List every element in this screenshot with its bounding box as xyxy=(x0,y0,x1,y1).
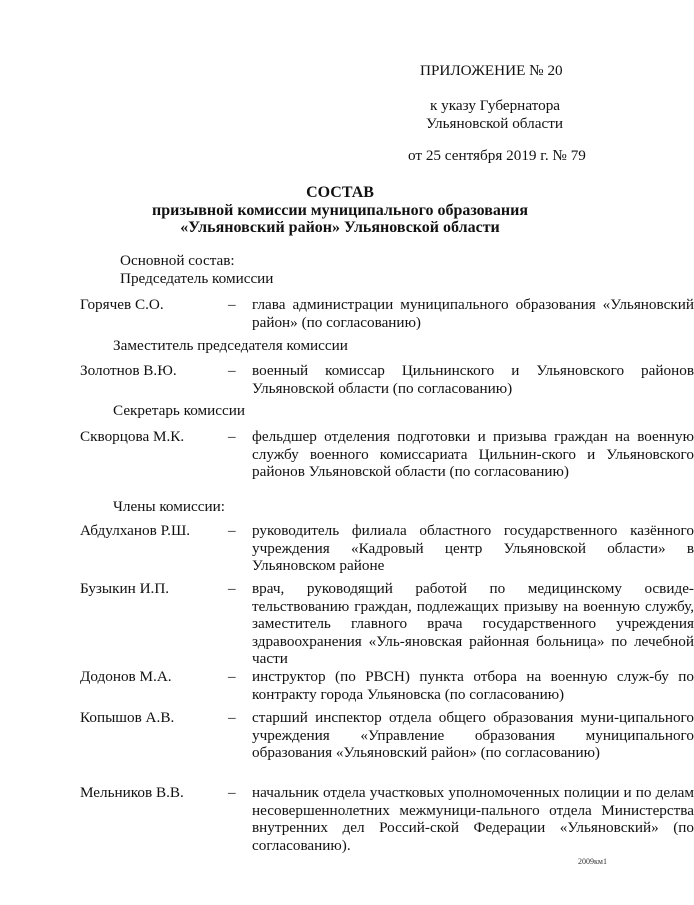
dash-separator: – xyxy=(228,668,236,685)
member-row xyxy=(80,668,694,708)
decree-date: от 25 сентября 2019 г. № 79 xyxy=(408,147,586,164)
member-role: военный комиссар Цильнинского и Ульяновского районов Ульяновской области (по согласованию) xyxy=(252,362,694,397)
document-code: 2009км1 xyxy=(578,857,607,866)
member-row xyxy=(80,580,694,668)
section-members: Члены комиссии: xyxy=(113,498,225,515)
member-name: Додонов М.А. xyxy=(80,668,172,685)
dash-separator: – xyxy=(228,784,236,801)
member-name: Скворцова М.К. xyxy=(80,428,185,445)
dash-separator: – xyxy=(228,428,236,445)
member-name: Мельников В.В. xyxy=(80,784,184,801)
member-role: начальник отдела участковых уполномоченных полиции и по делам несовершеннолетних межмуници-пального отдела Министерства внутренних дел Россий-ской Федерации «Ульяновский» (по согласованию). xyxy=(252,784,694,854)
member-row xyxy=(80,428,694,508)
dash-separator: – xyxy=(228,580,236,597)
member-name: Бузыкин И.П. xyxy=(80,580,170,597)
member-name: Горячев С.О. xyxy=(80,296,164,313)
decree-reference: к указу Губернатора xyxy=(430,97,561,114)
section-main-composition: Основной состав: xyxy=(120,252,235,269)
member-name: Абдулханов Р.Ш. xyxy=(80,522,191,539)
member-role: глава администрации муниципального образования «Ульяновский район» (по согласованию) xyxy=(252,296,694,331)
member-role: руководитель филиала областного государственного казённого учреждения «Кадровый центр Ульяновской области» в Ульяновском районе xyxy=(252,522,694,575)
section-deputy: Заместитель председателя комиссии xyxy=(113,337,348,354)
member-row xyxy=(80,709,694,781)
document-title: СОСТАВ xyxy=(306,184,374,201)
member-role: врач, руководящий работой по медицинскому освиде-тельствованию граждан, подлежащих призыву на военную службу, заместитель главного врача государственного учреждения здравоохранения «Уль-яновская районная больница» по лечебной части xyxy=(252,580,694,668)
member-row xyxy=(80,784,694,856)
document-subtitle-1: призывной комиссии муниципального образования xyxy=(151,202,529,219)
member-role: старший инспектор отдела общего образования муни-ципального учреждения «Управление образования муниципального образования «Ульяновский район» (по согласованию) xyxy=(252,709,694,762)
dash-separator: – xyxy=(228,296,236,313)
dash-separator: – xyxy=(228,522,236,539)
member-row xyxy=(80,522,694,582)
dash-separator: – xyxy=(228,709,236,726)
section-secretary: Секретарь комиссии xyxy=(113,402,246,419)
member-role: фельдшер отделения подготовки и призыва граждан на военную службу военного комиссариата Цильнин-ского и Ульяновского районов Ульяновской области (по согласованию) xyxy=(252,428,694,481)
appendix-number: ПРИЛОЖЕНИЕ № 20 xyxy=(420,62,563,79)
member-name: Золотнов В.Ю. xyxy=(80,362,177,379)
section-chair: Председатель комиссии xyxy=(120,270,274,287)
document-subtitle-2: «Ульяновский район» Ульяновской области xyxy=(180,219,500,236)
decree-region: Ульяновской области xyxy=(426,115,563,132)
member-name: Копышов А.В. xyxy=(80,709,175,726)
dash-separator: – xyxy=(228,362,236,379)
member-role: инструктор (по РВСН) пункта отбора на военную служ-бу по контракту города Ульяновска (по согласованию) xyxy=(252,668,694,703)
